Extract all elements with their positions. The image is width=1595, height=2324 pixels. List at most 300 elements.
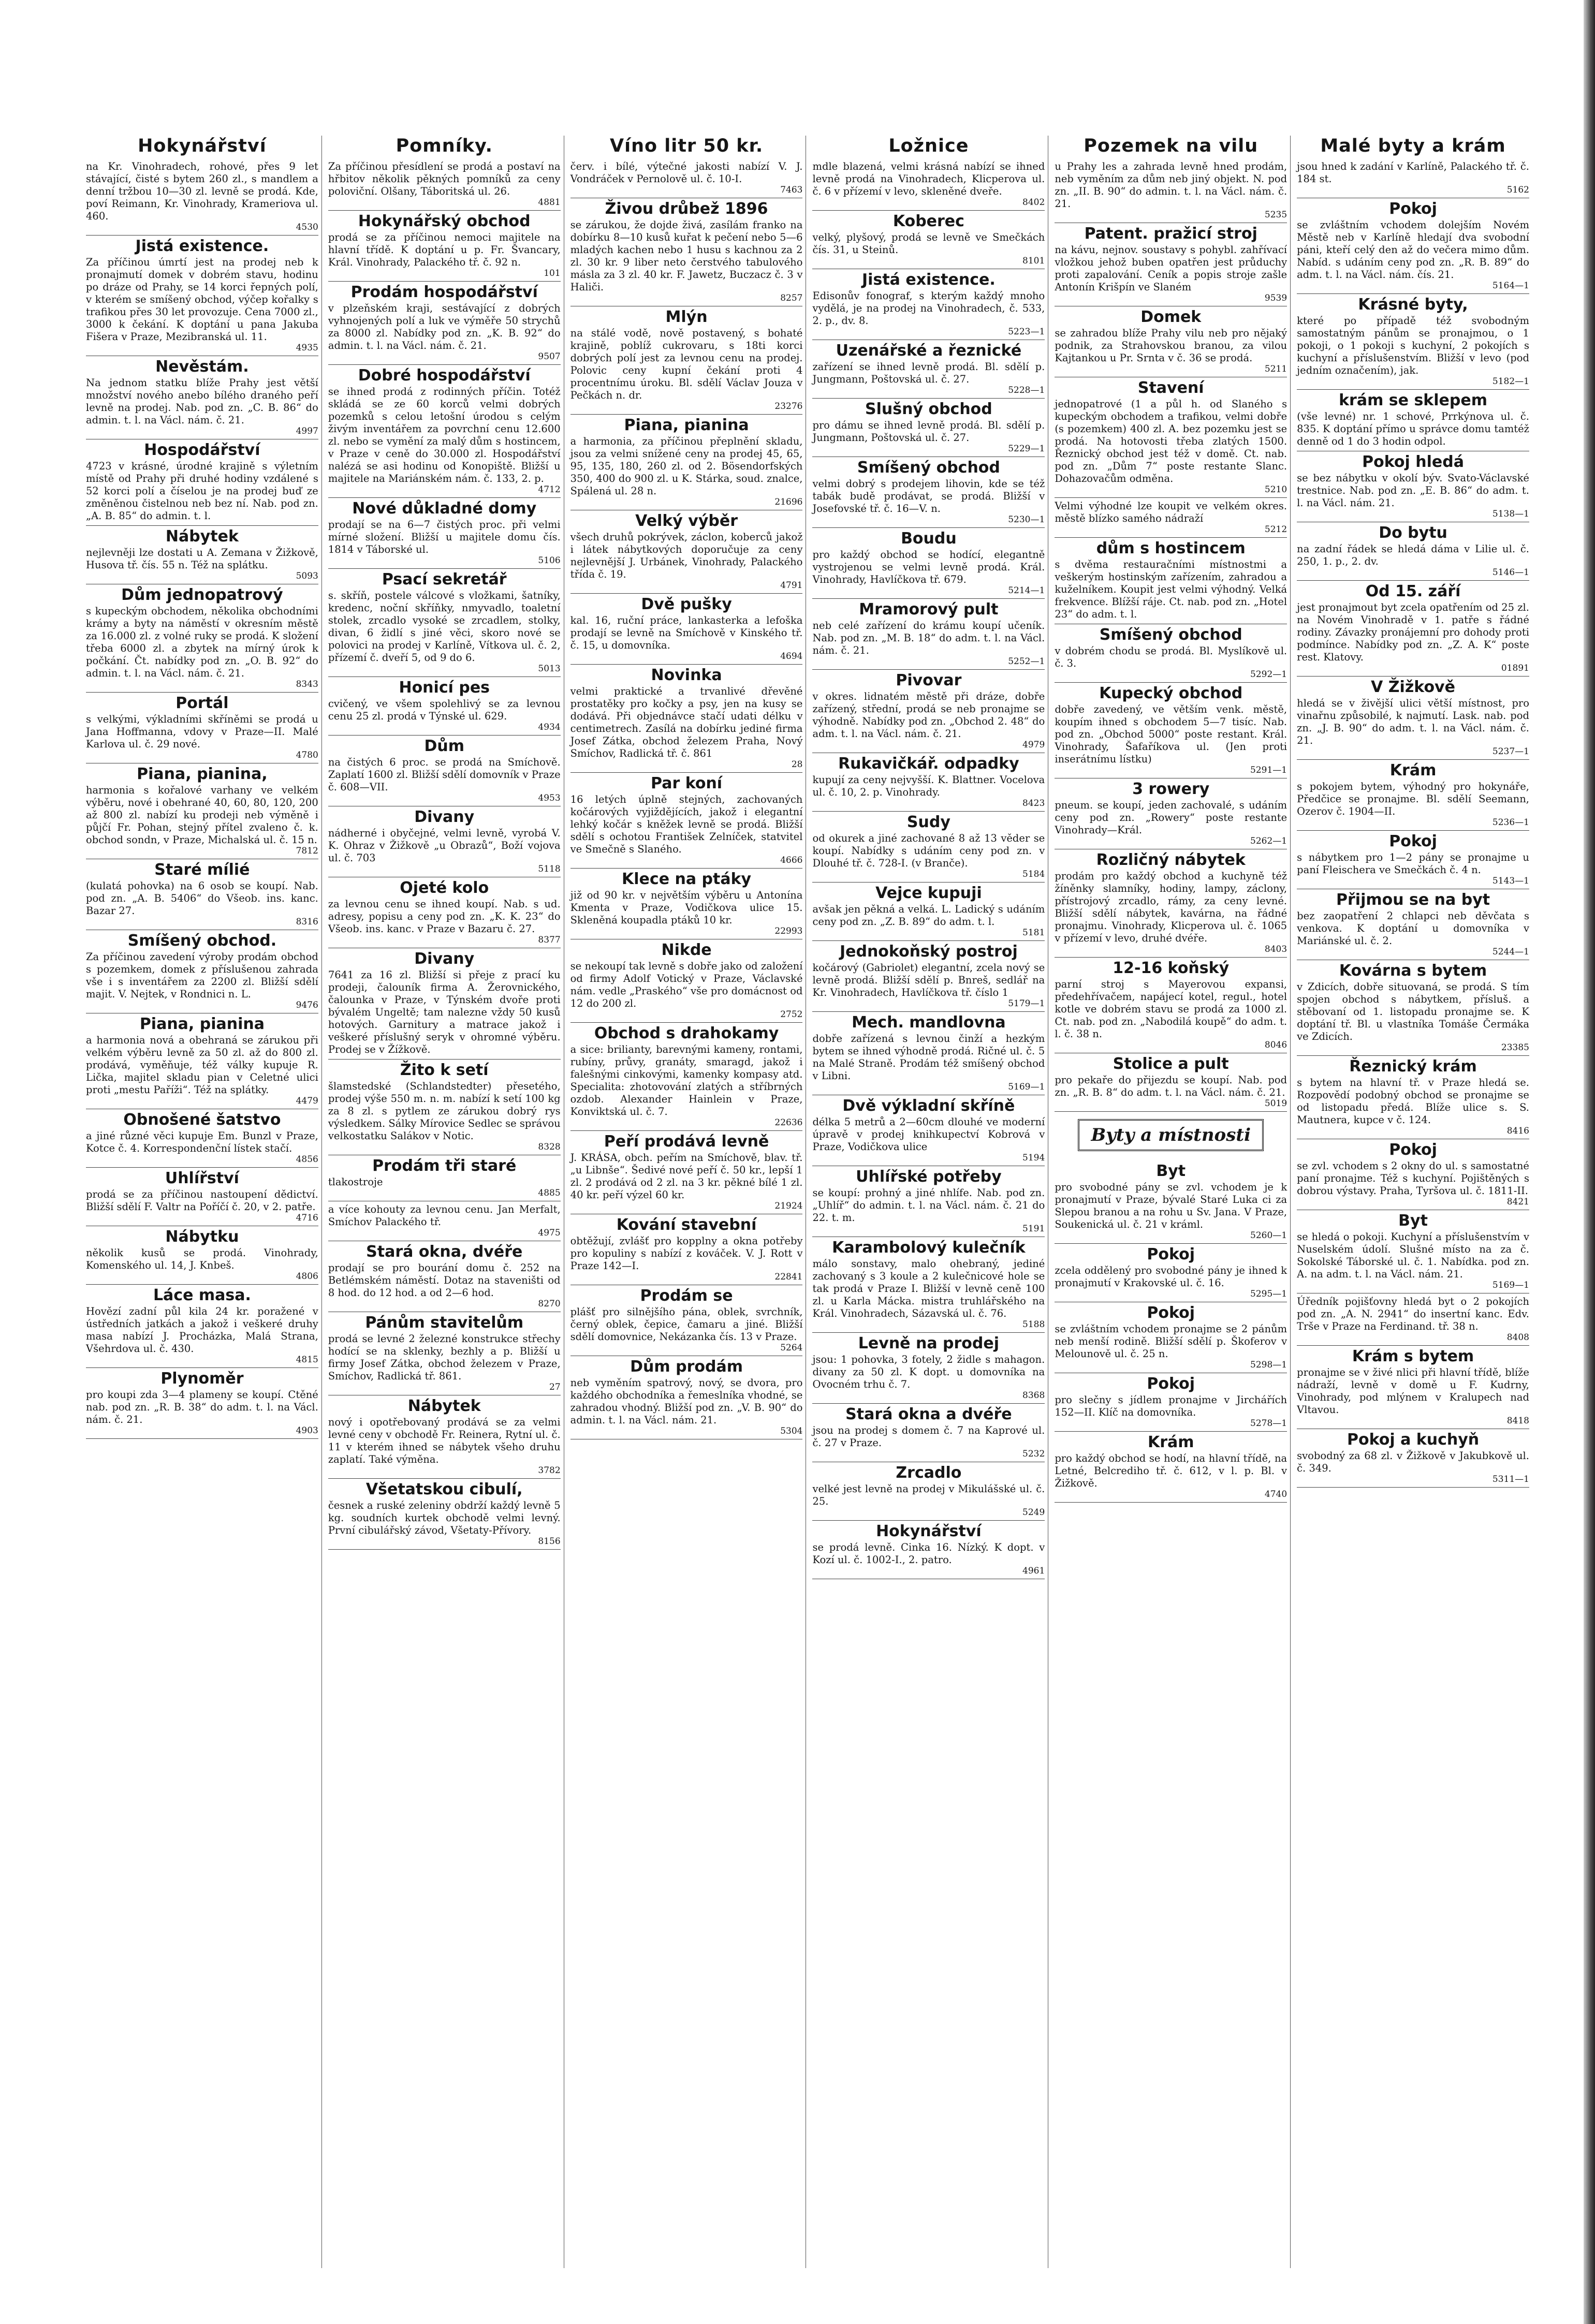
ad-title: Stará okna a dvéře [845, 1405, 1012, 1423]
column-heading: Pozemek na vilu [1084, 136, 1259, 156]
ad-text: a jiné různé věci kupuje Em. Bunzl v Praze, Kotce č. 4. Korrespondenční lístek stačí. [86, 1130, 318, 1154]
classified-ad [86, 526, 318, 584]
ad-text: s bytem na hlavní tř. v Praze hledá se. Rozpovědí podobný obchod se pronajme se od listopadu předá. Blíže ulice s. S. Mautnera, kupce v č. 124. [1297, 1077, 1529, 1126]
ad-number: 5179—1 [1008, 998, 1045, 1009]
ad-number: 5235 [1264, 210, 1287, 220]
ad-text: dobře zařízená s levnou činží a hezkým bytem se ihned výhodně prodá. Ričné ul. č. 5 na Malé Straně. Prodám též smíšený obchod v Libni. [812, 1033, 1045, 1082]
ad-number: 8421 [1506, 1197, 1529, 1207]
ad-number: 5191 [1022, 1224, 1045, 1234]
ads-column-3 [567, 136, 807, 2268]
ad-title: Vejce kupuji [875, 884, 982, 902]
ad-number: 4979 [1022, 740, 1045, 750]
ad-number: 4881 [538, 197, 561, 208]
ad-title: Pokoj [1147, 1375, 1195, 1393]
ad-title: Peří prodává levně [604, 1132, 769, 1151]
classified-ad [1297, 522, 1529, 581]
ad-number: 8156 [538, 1536, 561, 1547]
classified-ad [570, 158, 803, 198]
ad-title: Hokynářský obchod [358, 212, 531, 230]
ad-title: Nevěstám. [155, 358, 249, 376]
ad-text: s pokojem bytem, výhodný pro hokynáře, Předčice se pronajme. Bl. sdělí Seemann, Ozerov č. 1904—II. [1297, 781, 1529, 817]
ad-text: se bez nábytku v okolí býv. Svato-Václavské trestnice. Nab. pod zn. „E. B. 86“ do adm. t. l. na Václ. nám. 21. [1297, 472, 1529, 509]
classified-ad [812, 812, 1045, 882]
classified-ad [1297, 390, 1529, 451]
ad-title: Pokoj hledá [1362, 453, 1464, 471]
ad-title: Dům prodám [630, 1358, 743, 1376]
ad-title: Krám s bytem [1352, 1347, 1474, 1365]
ad-text: se prodá levně. Cinka 16. Nízký. K dopt. v Kozí ul. č. 1002-I., 2. patro. [812, 1541, 1045, 1566]
classified-ad [328, 736, 561, 806]
ad-number: 5228—1 [1008, 385, 1045, 395]
ad-text: 7641 za 16 zl. Bližší si přeje z prací ku prodeji, čalouník firma A. Žerovnického, čalounka v Praze, v Týnském dvoře proti bývalém Ungeltě; tam nalezne vždy 50 kusů hotových. Garnitury a matrace jakož i veškeré příslušný seryk v ohromné výběru. Prodej se v Žížkově. [328, 969, 561, 1055]
ad-text: od okurek a jiné zachované 8 až 13 věder se koupí. Nabídky s udáním ceny pod zn. v Dlouhé tř. č. 728-I. (v Branče). [812, 832, 1045, 869]
ad-title: Jednokoňský postroj [839, 943, 1018, 961]
ad-title: Novinka [651, 666, 722, 684]
ad-text: pro pekaře do přijezdu se koupí. Nab. pod zn. „R. B. 8“ do adm. t. l. na Václ. nám. č. 21. [1055, 1074, 1287, 1098]
ad-number: 5214—1 [1008, 585, 1045, 596]
ad-text: a harmonia nová a obehraná se zárukou při velkém výběru levně za 50 zl. až do 800 zl. prodává, vyměňuje, též války kupuje R. Lička, majitel skladu pian v Celetné ulici proti „mestu Paříži“. Též na splátky. [86, 1034, 318, 1096]
classified-ad [812, 269, 1045, 340]
classified-ad [812, 1404, 1045, 1462]
ad-title: Levně na prodej [858, 1334, 999, 1352]
classified-ad [328, 677, 561, 736]
scan-edge [1584, 0, 1595, 2324]
ad-number: 8377 [538, 935, 561, 945]
ad-number: 5223—1 [1008, 327, 1045, 337]
ad-title: Od 15. září [1365, 582, 1461, 600]
ad-number: 4740 [1264, 1489, 1287, 1499]
ad-title: Smíšený obchod [1099, 626, 1242, 644]
ad-text: avšak jen pěkná a velká. L. Ladický s udáním ceny pod zn. „Z. B. 89“ do adm. t. l. [812, 903, 1045, 928]
ad-text: na kávu, nejnov. soustavy s pohybl. zahřívací vložkou jehož buben opatřen jest průduchy proti zapalování. Ceník a popis stroje zašle Antonín Krišpín ve Slaném [1055, 244, 1287, 293]
ad-number: 5184 [1022, 869, 1045, 879]
ad-text: se zárukou, že dojde živá, zasílám franko na dobírku 8—10 kusů kuřat k pečení nebo 5—6 mladých kachen nebo 1 husu s kachnou za 2 zl. 30 kr. 9 liber neto čerstvého tabulového másla za 3 zl. 40 kr. F. Jawetz, Buczacz č. 3 v Haliči. [570, 219, 803, 293]
ad-number: 5292—1 [1250, 669, 1287, 680]
classified-ad [570, 869, 803, 939]
ad-number: 2752 [780, 1009, 803, 1020]
ad-title: Dům [424, 737, 464, 755]
ad-text: pronajme se v živé nlici při hlavní třídě, blíže nádraží, levně v domě u F. Kudrny, Vinohrady, pod mlýnem v Kralupech nad Vltavou. [1297, 1366, 1529, 1416]
ad-text: kal. 16, ruční práce, lankasterka a lefoška prodají se levně na Smíchově v Kinského tř. č. 15, u domovníka. [570, 614, 803, 651]
classified-ad [86, 763, 318, 859]
ad-title: Mlýn [665, 308, 708, 326]
column-heading: Hokynářství [138, 136, 267, 156]
ad-number: 5093 [296, 571, 318, 581]
classified-ad [328, 1241, 561, 1312]
ad-title: Velký výběr [635, 512, 738, 530]
ad-number: 23276 [774, 401, 803, 411]
ad-text: nejlevněji lze dostati u A. Zemana v Žižkově, Husova tř. čís. 55 n. Též na splátku. [86, 547, 318, 571]
ad-title: Pokoj a kuchyň [1347, 1431, 1480, 1449]
classified-ad [812, 941, 1045, 1012]
classified-ad [86, 356, 318, 439]
ad-text: prodají se pro bourání domu č. 252 na Betlémském náměstí. Dotaz na staveništi od 8 hod. do 12 hod. a od 2—6 hod. [328, 1262, 561, 1299]
ad-number: 28 [791, 759, 803, 770]
ad-title: Patent. pražicí stroj [1084, 225, 1257, 243]
ad-title: Kovárna s bytem [1339, 962, 1487, 980]
classified-ad [1297, 198, 1529, 294]
classified-ad [812, 158, 1045, 211]
ad-title: Krám [1147, 1433, 1194, 1451]
ad-title: Pokoj [1389, 832, 1437, 850]
ad-number: 5236—1 [1492, 817, 1529, 828]
classified-ad [812, 1095, 1045, 1166]
classified-ad [1055, 1432, 1287, 1503]
ad-text: s kupeckým obchodem, několika obchodními krámy a byty na náměstí v okresním městě za 16.000 zl. z volné ruky se prodá. K složení třeba 6000 zl. a zbytek na mírný úrok k počkání. Čt. nabídky pod zn. „O. B. 92“ do admin. t. l. na Václ. nám. č. 21. [86, 605, 318, 679]
ad-number: 4885 [538, 1188, 561, 1198]
ad-text: pro každý obchod se hodí, na hlavní třídě, na Letné, Belcrediho tř. č. 612, v l. p. Bl. v Žižkově. [1055, 1452, 1287, 1489]
classified-ad [1297, 451, 1529, 522]
classified-ad [328, 948, 561, 1060]
ad-text: tlakostroje [328, 1176, 383, 1188]
ad-title: dům s hostincem [1096, 539, 1246, 557]
ad-text: velmi dobrý s prodejem lihovin, kde se též tabák budě prodávat, se prodá. Bližší v Josefovské tř. č. 16—V. n. [812, 478, 1045, 514]
ad-title: Stolice a pult [1113, 1055, 1229, 1073]
ad-number: 27 [549, 1382, 561, 1392]
ad-title: Prodám tři staré [372, 1157, 517, 1175]
ads-column-2 [325, 136, 564, 2268]
ad-number: 4935 [296, 343, 318, 353]
ad-text: pro koupi zda 3—4 plameny se koupí. Ctěné nab. pod zn. „R. B. 38“ do adm. t. l. na Václ. nám. č. 21. [86, 1389, 318, 1425]
ad-text: parní stroj s Mayerovou expansi, předehřívačem, napájecí kotel, regul., hotel kotle ve dobrém stavu se prodá za 1000 zl. Ct. nab. pod zn. „Nabodilá koupě“ do adm. t. l. č. 38 n. [1055, 978, 1287, 1040]
classified-ad [1297, 960, 1529, 1056]
ad-number: 8343 [296, 679, 318, 689]
classified-ad [328, 877, 561, 948]
classified-ad [1297, 1293, 1529, 1346]
classified-ad [1055, 1244, 1287, 1302]
classified-ad [570, 306, 803, 415]
ad-number: 4530 [296, 222, 318, 232]
ad-title: Kupecký obchod [1099, 684, 1243, 702]
ad-number: 5106 [538, 555, 561, 566]
ad-text: které po případě též svobodným samostatným pánům se pronajmou, o 1 pokoji, o 1 pokoji s kuchyní, 2 pokojích s kuchyní a příslušenstvím. Bližší v levo (pod jedním označením), jak. [1297, 315, 1529, 376]
classified-ad [1055, 377, 1287, 498]
ad-text: s velkými, výkladními skříněmi se prodá u Jana Hoffmanna, vdovy v Praze—II. Malé Karlova ul. č. 29 nové. [86, 713, 318, 750]
column-heading: Víno litr 50 kr. [610, 136, 764, 156]
ad-title: Stará okna, dvéře [366, 1243, 523, 1261]
classified-ad [1297, 294, 1529, 390]
ad-number: 5304 [780, 1426, 803, 1436]
classified-ad [812, 1012, 1045, 1095]
ad-text: prodá se za příčinou nemoci majitele na hlavní třídě. K doptání u p. Fr. Švancary, Král. Vinohrady, Palackého tř. č. 92 n. [328, 231, 561, 268]
ad-number: 9507 [538, 351, 561, 362]
ad-text: pro slečny s jídlem pronajme v Jirchářích 152—II. Klíč na domovníka. [1055, 1394, 1287, 1418]
ad-number: 5278—1 [1250, 1418, 1287, 1429]
ad-number: 4666 [780, 855, 803, 865]
ad-number: 4953 [538, 793, 561, 803]
ad-text: (vše levné) nr. 1 schové, Prrkýnova ul. č. 835. K doptání přímo u správce domu tamtéž denně od 1 do 3 hodin odpol. [1297, 410, 1529, 447]
ad-title: Jistá existence. [862, 271, 996, 289]
ad-number: 01891 [1501, 663, 1529, 673]
ad-text: se zvláštním vchodem pronajme se 2 pánům neb menší rodině. Bližší sdělí p. Škoferov v Melounově ul. č. 25 n. [1055, 1323, 1287, 1360]
ad-text: s dvěma restauračními místnostmi a veškerým hostinským zařízením, zahradou a kuželníkem. Koupit jest velmi výhodný. Velká frekvence. Blížší ráje. Ct. nab. pod zn. „Hotel 23“ do adm. t. l. [1055, 558, 1287, 620]
ad-number: 5162 [1506, 185, 1529, 195]
classified-ad [328, 806, 561, 877]
ad-number: 23385 [1501, 1042, 1529, 1053]
classified-ad [812, 882, 1045, 941]
ad-text: svobodný za 68 zl. v Žižkově v Jakubkově ul. č. 349. [1297, 1450, 1529, 1474]
classified-ad [1055, 849, 1287, 958]
ad-number: 8046 [1264, 1040, 1287, 1050]
ad-number: 8316 [296, 917, 318, 927]
ad-number: 5291—1 [1250, 765, 1287, 775]
ad-title: Koberec [892, 212, 964, 230]
ad-text: se ihned prodá z rodinných příčin. Totéž skládá se ze 60 korců velmi dobrých pozemků s celou letošní úrodou s celým živým inventářem za povrchní cenu 12.600 zl. nebo se vymění za malý dům s hostincem, v Praze v ceně do 30.000 zl. Hospodářství nalézá se asi hodinu od Konopiště. Bližší u majitele na Mariánském nám. č. 133, 2. p. [328, 386, 561, 484]
classified-ad [1297, 831, 1529, 889]
ad-title: Žito k setí [400, 1061, 489, 1079]
classified-ad [1297, 1346, 1529, 1429]
ad-number: 5244—1 [1492, 947, 1529, 957]
ad-number: 9476 [296, 1000, 318, 1010]
ad-text: (kulatá pohovka) na 6 osob se koupí. Nab. pod zn. „A. B. 5406“ do Všeob. ins. kanc. Bazar 27. [86, 880, 318, 917]
ad-number: 8368 [1022, 1390, 1045, 1401]
ad-text: 4723 v krásné, úrodné krajině s výletním místě od Prahy při druhé hodiny vzdálené s 52 korci polí a číselou je na prodej buď ze změněnou čistelnou neb bez ní. Nab. pod zn. „A. B. 85“ do admin. t. l. [86, 460, 318, 522]
classified-ad [812, 399, 1045, 457]
ad-number: 21696 [774, 497, 803, 507]
classified-ad [86, 1368, 318, 1439]
ad-title: Piana, pianina, [137, 765, 268, 783]
ad-title: Rozličný nábytek [1096, 851, 1246, 869]
ad-number: 5169—1 [1008, 1082, 1045, 1092]
ad-title: Sudy [906, 813, 950, 831]
ad-number: 5295—1 [1250, 1289, 1287, 1299]
ad-text: šlamstedské (Schlandstedter) přesetého, prodej výše 550 m. n. m. nabízí k setí 100 kg za 8 zl. s pytlem ze zárukou dobrý rys výsledkem. Sálky Mírovice Sedlec se správou velkostatku Salákov v Notic. [328, 1080, 561, 1142]
classified-ad [86, 1109, 318, 1168]
ad-number: 5311—1 [1492, 1474, 1529, 1484]
ad-number: 5182—1 [1492, 376, 1529, 387]
classified-ad [570, 510, 803, 594]
ad-text: zcela oddělený pro svobodné pány je ihned k pronajmutí v Krakovské ul. č. 16. [1055, 1264, 1287, 1289]
ad-text: již od 90 kr. v největším výběru u Antonína Kmenta v Praze, Vodičkova ulice 15. Skleněná koupadla ptáků 10 kr. [570, 889, 803, 926]
classified-ad [86, 1285, 318, 1368]
classified-ad [328, 1395, 561, 1479]
ad-text: pneum. se koupí, jeden zachovalé, s udáním ceny pod zn. „Rowery“ poste restante Vinohrady—Král. [1055, 799, 1287, 836]
ad-text: Edisonův fonograf, s kterým každý mnoho vydělá, je na prodej na Vinohradech, č. 533, 2. p., dv. 8. [812, 290, 1045, 327]
ad-text: se zvláštním vchodem dolejším Novém Městě neb v Karlíně hledají dva svobodní páni, kteří celý den až do večera mimo dům. Nabíd. s udáním ceny pod zn. „R. B. 89“ do adm. t. l. na Václ. nám. čís. 21. [1297, 219, 1529, 281]
ad-title: Nábytku [165, 1228, 239, 1246]
ad-number: 5264 [780, 1343, 803, 1353]
ad-number: 5143—1 [1492, 876, 1529, 886]
ad-text: za levnou cenu se ihned koupí. Nab. s ud. adresy, popisu a ceny pod zn. „K. K. 23“ do Všeob. ins. kanc. v Praze v Bazaru č. 27. [328, 898, 561, 935]
classified-ad [1055, 158, 1287, 223]
ad-title: Pokoj [1147, 1304, 1195, 1322]
ad-text: a harmonia, za příčinou přeplnění skladu, jsou za velmi snížené ceny na prodej 45, 65, 95, 135, 180, 260 zl. od 2. Bösendorfských 350, 400 do 900 zl. u K. Stárka, soud. znalce, Spálená ul. 28 n. [570, 435, 803, 497]
classified-ad [86, 439, 318, 526]
ad-title: Rukavičkář. odpadky [838, 755, 1019, 773]
classified-ad [1055, 624, 1287, 683]
classified-ad [570, 198, 803, 306]
ad-text: neb vyměním spatrový, nový, se dvora, pro každého obchodníka a řemeslníka vhodné, se zahradou vhodný. Bližší pod zn. „V. B. 90“ do admin. t. l. na Václ. nám. 21. [570, 1377, 803, 1426]
ad-title: Piana, pianina [139, 1015, 265, 1033]
ad-text: 16 letých úplně stejných, zachovaných kočárových vyjiždějících, jakož i elegantní lehký kočár s kněžek levně se prodá. Bližší sdělí s ochotou František Zelníček, statvitel ve Smečně s Slaného. [570, 793, 803, 855]
ad-text: cvičený, ve všem spolehlivý se za levnou cenu 25 zl. prodá v Týnské ul. 629. [328, 698, 561, 722]
ad-text: a sice: brilianty, barevnými kameny, rontami, rubíny, průvy, granáty, smaragd, jakož i falešnými cinkovými, kamenky kompasy atd. Specialita: zhotovování zlatých a stříbrných ozdob. Alexander Hainlein v Praze, Konviktská ul. č. 7. [570, 1043, 803, 1117]
ad-number: 5230—1 [1008, 514, 1045, 525]
ad-title: Obnošené šatstvo [123, 1111, 281, 1129]
classified-ad [1297, 1210, 1529, 1293]
classified-ad [328, 1479, 561, 1550]
classified-ads-page [83, 136, 1532, 2268]
ad-text: jednopatrové (1 a půl h. od Slaného s kupeckým obchodem a trafikou, velmi dobře (s pozemkem) 400 zl. A. bez pozemku jest se prodá. Na hotovosti třeba zlatých 1500. Řeznický obchod jest též v domě. Ct. nab. pod zn. „Dům 7“ poste restante Slanc. Dohazovačům odměna. [1055, 398, 1287, 484]
ad-number: 5252—1 [1008, 656, 1045, 667]
classified-ad [1055, 498, 1287, 538]
ad-number: 5019 [1264, 1098, 1287, 1109]
ad-number: 4780 [296, 750, 318, 760]
ad-title: Uhlířské potřeby [856, 1168, 1002, 1186]
classified-ad [86, 1226, 318, 1285]
ad-title: Divany [414, 808, 475, 826]
ad-text: málo sonstavy, malo ohebraný, jediné zachovaný s 3 koule a 2 kulečnicové hole se tak prodá v Praze I. Bližší v levně ceně 100 zl. u Karla Mácka. mistra truhlářského na Král. Vinohradech, Sázavská ul. č. 76. [812, 1258, 1045, 1319]
ad-number: 4975 [538, 1228, 561, 1238]
ad-number: 7463 [780, 185, 803, 195]
classified-ad [1297, 581, 1529, 676]
ad-text: se nekoupí tak levně s dobře jako od založení od firmy Adolf Votický v Praze, Václavské nám. vedle „Praského“ vše pro domácnost od 12 do 200 zl. [570, 960, 803, 1009]
ad-title: Piana, pianina [624, 416, 749, 434]
ad-number: 5232 [1022, 1449, 1045, 1459]
ad-number: 5188 [1022, 1319, 1045, 1330]
ad-title: Plynoměr [160, 1370, 244, 1388]
ad-text: s nábytkem pro 1—2 pány se pronajme u paní Fleischera ve Smečkách č. 4 n. [1297, 851, 1529, 876]
ad-title: Nábytek [165, 527, 239, 546]
ad-title: Mramorový pult [859, 600, 999, 619]
classified-ad [570, 1285, 803, 1356]
ad-number: 5260—1 [1250, 1230, 1287, 1241]
classified-ad [812, 457, 1045, 528]
ad-number: 5118 [538, 864, 561, 874]
ad-number: 5262—1 [1250, 836, 1287, 846]
ad-text: se zvl. vchodem s 2 okny do ul. s samostatné paní pronajme. Též s kuchyní. Pojištěných s dobrou výstavy. Praha, Tyršova ul. č. 1811-II. [1297, 1160, 1529, 1197]
ads-column-4 [809, 136, 1048, 2268]
section-banner [1055, 1119, 1287, 1151]
ad-number: 5169—1 [1492, 1280, 1529, 1290]
ad-text: Velmi výhodné lze koupit ve velkém okres. městě blízko samého nádraží [1055, 500, 1287, 524]
ad-text: se koupí: prohný a jiné nhlífe. Nab. pod zn. „Uhlíř“ do admin. t. l. na Václ. nám. č. 21 do 22. t. m. [812, 1187, 1045, 1224]
ad-text: pro dámu se ihned levně prodá. Bl. sdělí p. Jungmann, Poštovská ul. č. 27. [812, 419, 1045, 444]
classified-ad [1055, 538, 1287, 624]
classified-ad [328, 282, 561, 365]
ad-number: 8257 [780, 293, 803, 303]
ad-number: 8403 [1264, 944, 1287, 954]
classified-ad [328, 365, 561, 498]
ad-text: prodá se levné 2 železné konstrukce střechy hodící se na sklenky, bezhly a p. Bližší u firmy Josef Zátka, obchod železem v Praze, Smíchov, Radlická tř. 861. [328, 1333, 561, 1382]
ad-text: kupují za ceny nejvyšší. K. Blattner. Vocelova ul. č. 10, 2. p. Vinohrady. [812, 774, 1045, 798]
ad-number: 8101 [1022, 256, 1045, 266]
ad-text: na stálé vodě, nově postavený, s bohaté krajině, poblíž cukrovaru, s 18ti korci dobrých polí jest za levnou cenu na prodej. Polovic ceny kupní čekání proti 4 procentnímu úroku. Bl. sdělí Václav Jouza v Pečkách n. dr. [570, 327, 803, 401]
classified-ad [1297, 158, 1529, 198]
ad-text: dobře zavedený, ve větším venk. městě, koupím ihned s obchodem 5—7 tisíc. Nab. pod zn. „Obchod 5000“ poste restant. Král. Vinohrady, Šafaříkova ul. (Jen proti inserátnímu lístku) [1055, 703, 1287, 765]
classified-ad [570, 773, 803, 869]
classified-ad [812, 211, 1045, 269]
ad-title: Dům jednopatrový [121, 586, 283, 604]
ad-number: 5212 [1264, 524, 1287, 535]
ad-title: Pivovar [896, 671, 962, 689]
classified-ad [570, 665, 803, 773]
classified-ad [570, 415, 803, 510]
ad-number: 22636 [774, 1117, 803, 1128]
classified-ad [812, 528, 1045, 599]
ad-number: 4791 [780, 580, 803, 591]
ad-text: u Prahy les a zahrada levně hned prodám, neb vyměním za dům neb jiný objekt. N. pod zn. „II. B. 90“ do admin. t. l. na Václ. nám. č. 21. [1055, 160, 1287, 210]
ad-title: Dobré hospodářství [358, 366, 531, 385]
classified-ad [86, 584, 318, 693]
ad-text: prodají se na 6—7 čistých proc. při velmi mírné složení. Bližší u majitele domu čís. 1814 v Táborské ul. [328, 519, 561, 555]
classified-ad [328, 498, 561, 569]
classified-ad [328, 1155, 561, 1201]
ad-text: v Zdicích, dobře situovaná, se prodá. S tím spojen obchod s nábytkem, přísluš. a stěbovaní od 1. listopadu pronajme se. K doptání tř. Bl. u vlastníka Tomáše Čermáka ve Zdicích. [1297, 981, 1529, 1042]
ad-title: Nábytek [407, 1397, 481, 1415]
classified-ad [1055, 1160, 1287, 1244]
ad-title: 12-16 koňský [1113, 959, 1230, 977]
ad-text: jsou: 1 pohovka, 3 fotely, 2 židle s mahagon. divany za 50 zl. K dopt. u domovníka na Ovocném trhu č. 7. [812, 1354, 1045, 1390]
ad-number: 4856 [296, 1154, 318, 1165]
ad-text: v okres. lidnatém městě při dráze, dobře zařízený, střední, prodá se neb pronajme se výhodně. Nabídky pod zn. „Obchod 2. 48“ do adm. t. l. na Václ. nám. č. 21. [812, 690, 1045, 740]
ad-title: Živou drůbež 1896 [605, 200, 768, 218]
ad-title: Honicí pes [399, 679, 490, 697]
ad-number: 4815 [296, 1355, 318, 1365]
ad-text: jest pronajmout byt zcela opatřením od 25 zl. na Novém Vinohradě v 1. patře s řádné rodiny. Závazky pronájemní pro dohody proti podmínce. Nabídky pod zn. „Z. A. K“ poste rest. Klatovy. [1297, 601, 1529, 663]
ad-text: nový i opotřebovaný prodává se za velmi levné ceny v obchodě Fr. Reinera, Rytní ul. č. 11 v kterém ihned se nábytek všeho druhu zaplatí. Také výměna. [328, 1416, 561, 1465]
classified-ad [1055, 1373, 1287, 1432]
classified-ad [570, 1131, 803, 1214]
ad-title: Krásné byty, [1358, 296, 1468, 314]
classified-ad [328, 158, 561, 211]
classified-ad [812, 1333, 1045, 1404]
ad-title: 3 rowery [1132, 780, 1210, 798]
ad-title: Mech. mandlovna [852, 1013, 1006, 1032]
ad-text: Úředník pojišťovny hledá byt o 2 pokojích pod zn. „A. N. 2941“ do insertní kanc. Edv. Trše v Praze na Ferdinand. tř. 38 n. [1297, 1296, 1529, 1332]
ad-text: velký, plyšový, prodá se levně ve Smečkách čís. 31, u Steinů. [812, 231, 1045, 256]
ad-title: Dvě pušky [641, 595, 732, 613]
ad-number: 5146—1 [1492, 567, 1529, 578]
ad-text: Za příčinou úmrtí jest na prodej neb k pronajmutí domek v dobrém stavu, hodinu po dráze od Prahy, se 14 korci řepných polí, v kterém se smíšený obchod, výčep kořalky s trafikou přes 30 let provozuje. Cena 7000 zl., 3000 k čekání. K doptání u pana Jakuba Fišera v Praze, Mezibranská ul. 11. [86, 256, 318, 343]
ad-title: Řeznický krám [1349, 1057, 1477, 1076]
classified-ad [86, 1168, 318, 1226]
ad-number: 9539 [1264, 293, 1287, 303]
ad-title: Pokoj [1147, 1245, 1195, 1263]
ad-number: 8270 [538, 1299, 561, 1309]
ad-text: česnek a ruské zeleniny obdrží každý levně 5 kg. soudních kurtek obchodě velmi levný. První cibulářský závod, Všetaty-Přívory. [328, 1499, 561, 1536]
ad-title: krám se sklepem [1339, 391, 1487, 409]
ad-title: Hokynářství [876, 1522, 982, 1540]
ad-text: jsou na prodej s domem č. 7 na Kaprové ul. č. 27 v Praze. [812, 1424, 1045, 1449]
ad-text: s. skříň, postele válcové s vložkami, šatníky, kredenc, noční skříňky, nmyvadlo, toaletní stolek, zrcadlo vysoké se zrcadlem, stolky, divan, 6 židlí s jiné věci, skoro nové se polovici na prodej v Karlíně, Vítkova ul. č. 2, přízemí č. dveří 5, od 9 do 6. [328, 590, 561, 664]
ad-text: pro svobodné pány se zvl. vchodem je k pronajmutí v Praze, bývalé Staré Luka ci za Slepou branou a na rohu u Sv. Jana. V Praze, Soukenická ul. č. 21 v kráml. [1055, 1181, 1287, 1230]
ad-text: velmi praktické a trvanlivé dřevěné prostatěky pro kočky a psy, jen na kusy se dodává. Při objednávce stačí udati délku v centimetrech. Zasílá na dobírku jediné firma Josef Zátka, obchod železem Praha, Nový Smíchov, Radlická tř. č. 861 [570, 685, 803, 759]
ad-text: bez zaopatření 2 chlapci neb děvčata s venkova. K doptání u domovníka v Mariánské ul. č. 2. [1297, 910, 1529, 947]
ad-text: se hledá o pokoji. Kuchyní a příslušenstvím v Nuselském údolí. Slušné místo na za č. Sokolské Táborské ul. č. 1. Nabídka. pod zn. A. na adm. t. l. na Václ. nám. 21. [1297, 1231, 1529, 1280]
column-heading: Malé byty a krám [1320, 136, 1506, 156]
ad-title: Byt [1398, 1212, 1428, 1230]
ad-text: na čistých 6 proc. se prodá na Smíchově. Zaplatí 1600 zl. Bližší sdělí domovník v Praze č. 608—VII. [328, 756, 561, 793]
classified-ad [328, 211, 561, 282]
ad-text: pro každý obchod se hodící, elegantně vystrojenou se velmi levně prodá. Král. Vinohrady, Havlíčkova tř. 679. [812, 549, 1045, 585]
classified-ad [570, 594, 803, 665]
classified-ad [1055, 223, 1287, 306]
classified-ad [328, 1201, 561, 1241]
classified-ad [328, 1060, 561, 1155]
ad-text: plášť pro silnějšího pána, oblek, svrchník, černý oblek, čepice, čamaru a jiné. Bližší sdělí domovnice, Nekázanka čís. 13 v Praze. [570, 1306, 803, 1343]
ad-text: na zadní řádek se hledá dáma v Lilie ul. č. 250, 1. p., 2. dv. [1297, 543, 1529, 567]
ad-number: 4934 [538, 722, 561, 732]
classified-ad [86, 693, 318, 763]
ad-number: 5194 [1022, 1153, 1045, 1163]
ad-text: a více kohouty za levnou cenu. Jan Merfalt, Smíchov Palackého tř. [328, 1203, 561, 1228]
classified-ad [328, 1312, 561, 1395]
classified-ad [1055, 1053, 1287, 1112]
classified-ad [570, 1214, 803, 1285]
ad-text: harmonia s kořalové varhany ve velkém výběru, nové i obehrané 40, 60, 80, 120, 200 až 800 zl. nabízí ku prodeji neb výměně i půjčí Fr. Pohan, stejný přítel zvaleno č. k. obchod sondn, v Praze, Michalská ul. č. 15 n. [86, 784, 318, 846]
ad-number: 5229—1 [1008, 444, 1045, 454]
